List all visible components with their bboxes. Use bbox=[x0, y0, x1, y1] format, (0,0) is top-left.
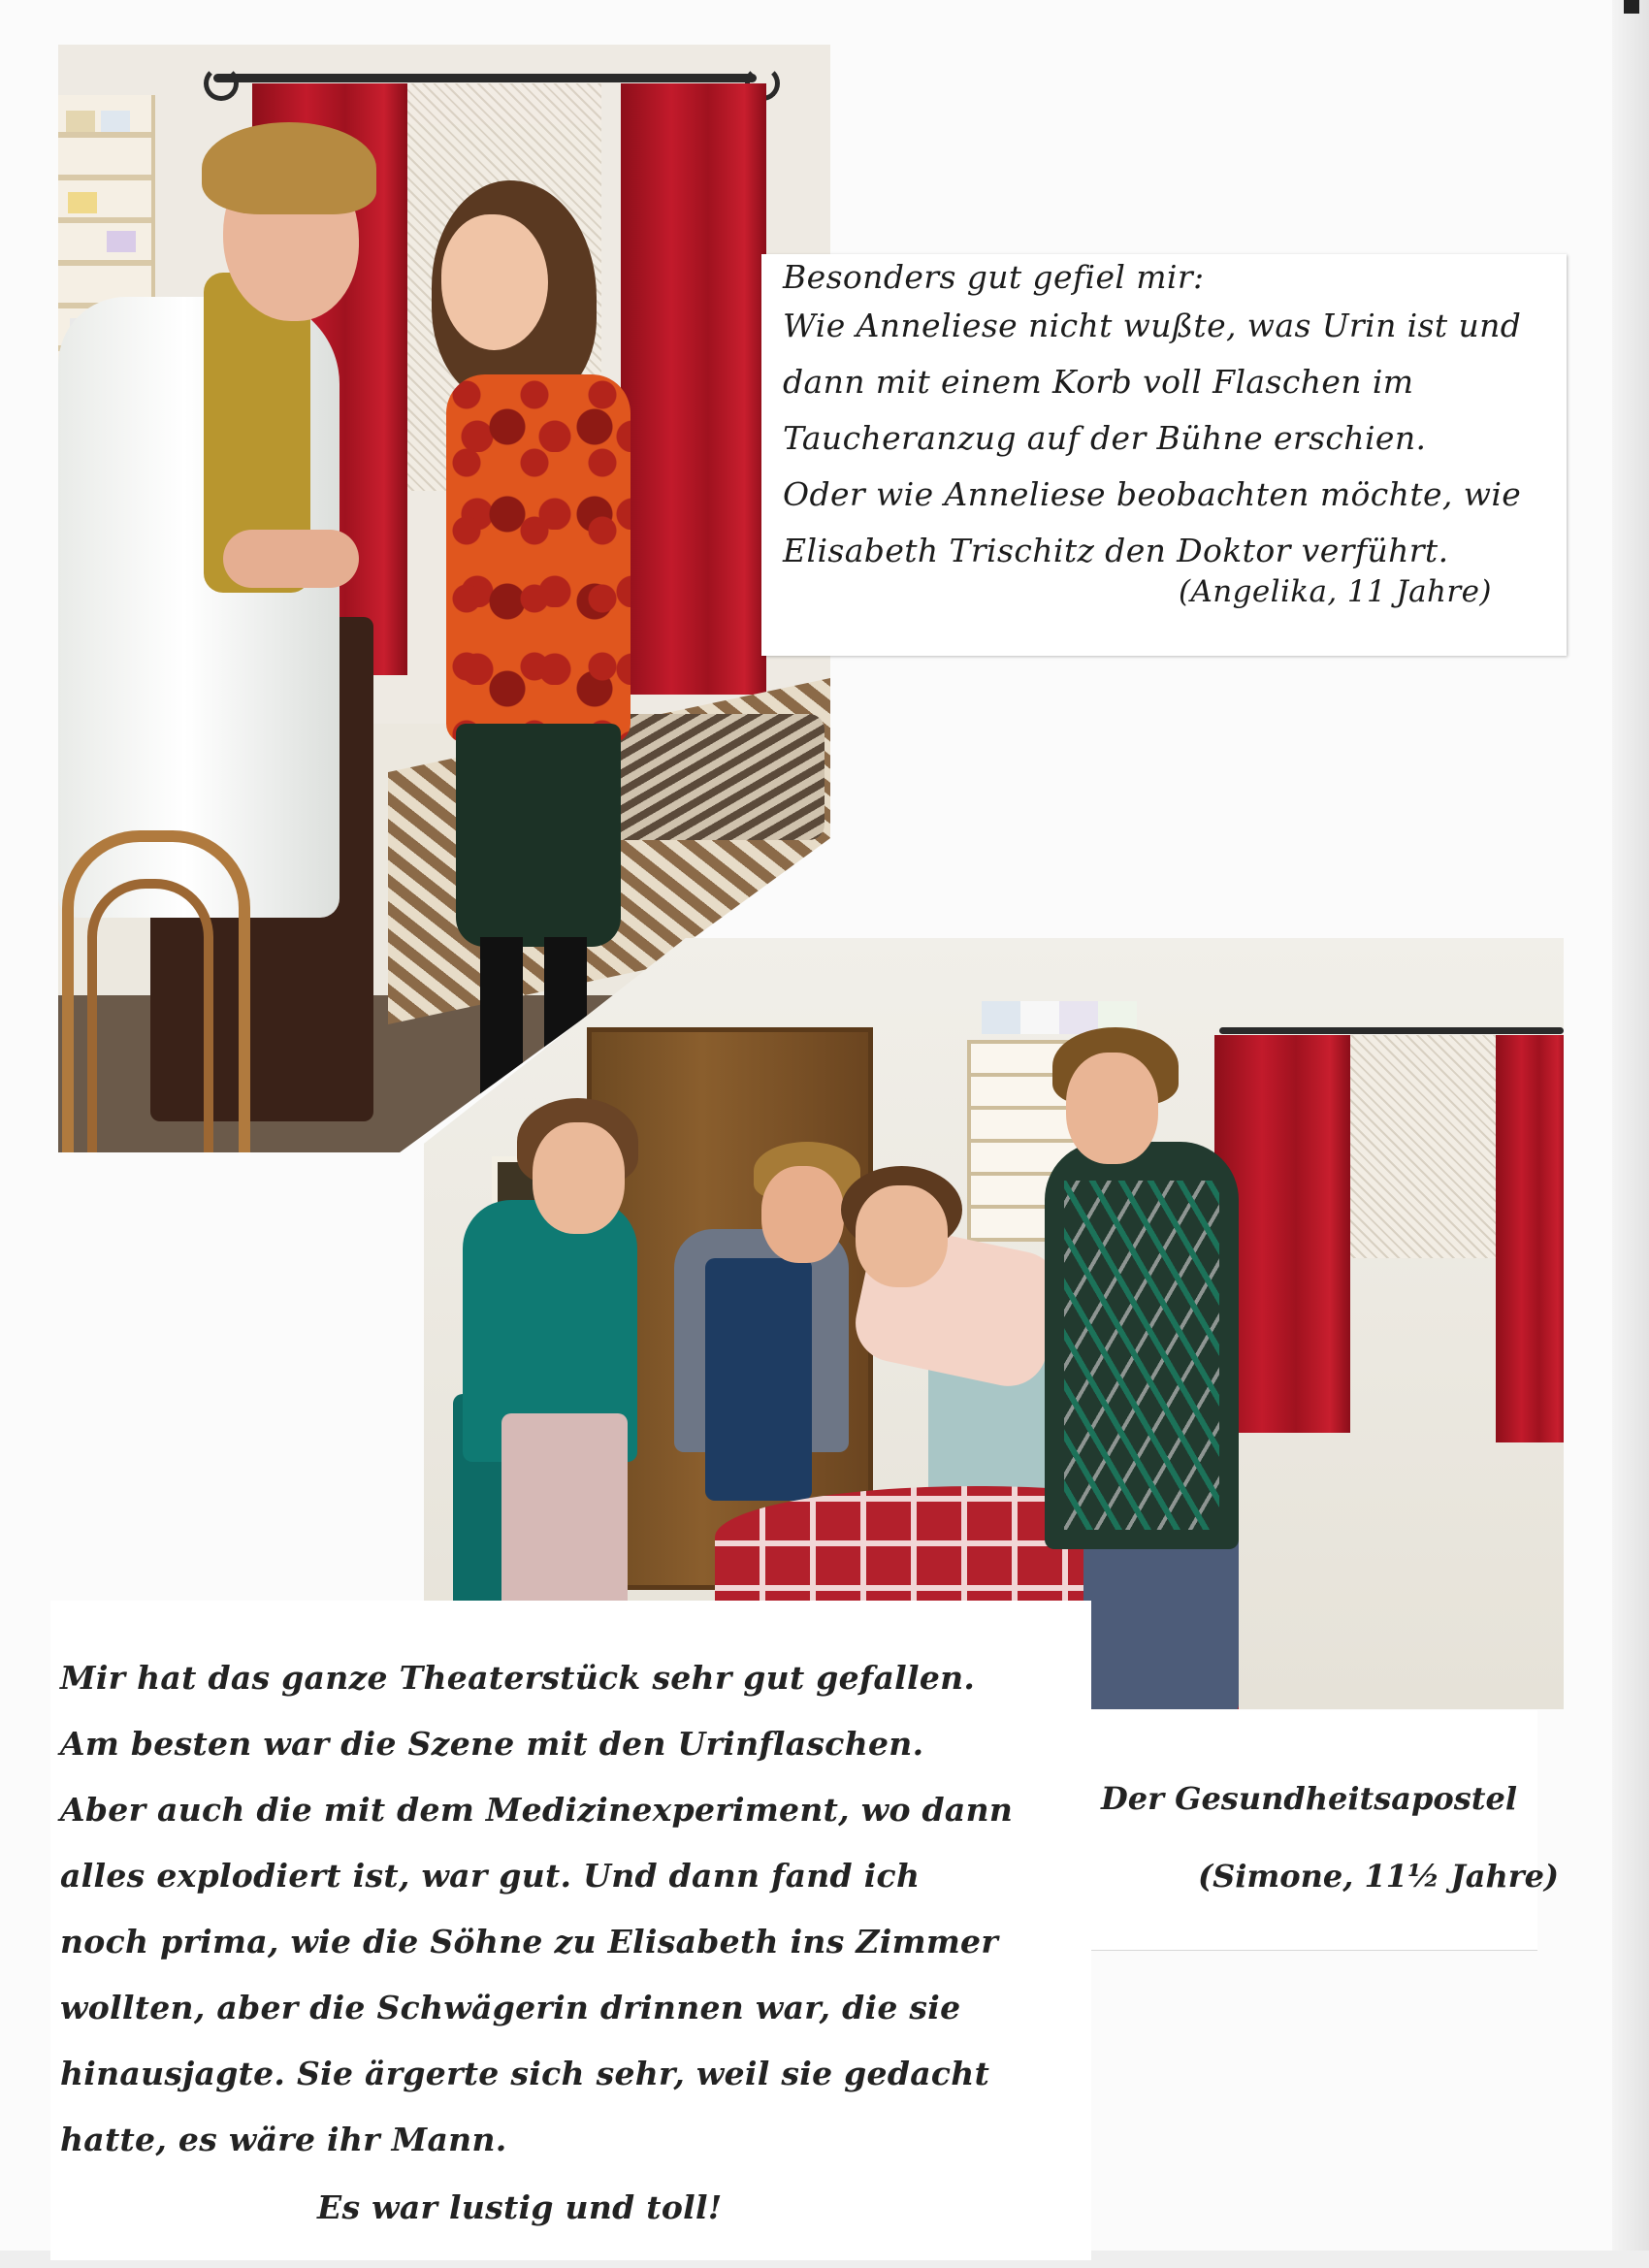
photo1-bentwood-chair-back bbox=[87, 879, 213, 1152]
photo2-girl-face bbox=[856, 1185, 948, 1287]
note-signature: (Simone, 11½ Jahre) bbox=[1198, 1858, 1560, 1895]
photo2-young-man-face bbox=[1066, 1053, 1158, 1164]
photo2-man-face bbox=[761, 1166, 844, 1263]
handwritten-note-simone-text bbox=[50, 1601, 1091, 2260]
note-signature: (Angelika, 11 Jahre) bbox=[1179, 574, 1492, 609]
note-line: Am besten war die Szene mit den Urinflaschen. bbox=[60, 1725, 924, 1763]
photo2-woman-face bbox=[533, 1122, 625, 1234]
note-line: Wie Anneliese nicht wußte, was Urin ist und bbox=[783, 307, 1522, 344]
photo1-woman-floral-blouse bbox=[446, 374, 630, 743]
note-line: Mir hat das ganze Theaterstück sehr gut gefallen. bbox=[60, 1659, 976, 1697]
handwritten-note-simone-title bbox=[1091, 1710, 1560, 1951]
note-line: noch prima, wie die Söhne zu Elisabeth ins Zimmer bbox=[60, 1923, 999, 1960]
photo-table-scene bbox=[424, 938, 1564, 1709]
photo1-curtain-rod bbox=[213, 74, 757, 82]
note-title: Der Gesundheitsapostel bbox=[1101, 1780, 1518, 1817]
note-line: alles explodiert ist, war gut. Und dann fand ich bbox=[60, 1857, 921, 1895]
photo2-curtain-rod bbox=[1219, 1027, 1564, 1034]
note-line: Oder wie Anneliese beobachten möchte, wie bbox=[783, 475, 1522, 513]
photo2-man-overalls bbox=[705, 1258, 812, 1501]
photo1-rod-hook bbox=[204, 66, 239, 101]
note-line: Aber auch die mit dem Medizinexperiment, wo dann bbox=[60, 1791, 1014, 1829]
photo1-red-curtain-right bbox=[621, 83, 766, 695]
note-line: hatte, es wäre ihr Mann. bbox=[60, 2121, 507, 2158]
note-line: Elisabeth Trischitz den Doktor verführt. bbox=[783, 532, 1449, 569]
photo1-blanket bbox=[601, 714, 824, 840]
scan-page-edge bbox=[1612, 0, 1649, 2268]
photo2-red-curtain-right bbox=[1496, 1035, 1564, 1442]
photo2-sweater-pattern bbox=[1064, 1181, 1219, 1530]
photo1-man-hands bbox=[223, 530, 359, 588]
note-line: Taucheranzug auf der Bühne erschien. bbox=[783, 419, 1427, 457]
photo2-young-man-jeans bbox=[1083, 1530, 1239, 1709]
note-line: hinausjagte. Sie ärgerte sich sehr, weil sie gedacht bbox=[60, 2055, 990, 2092]
photo1-woman-face bbox=[441, 214, 548, 350]
handwritten-note-angelika bbox=[761, 254, 1567, 656]
photo1-man-hair bbox=[202, 122, 376, 214]
note-line: Besonders gut gefiel mir: bbox=[783, 258, 1205, 296]
note-line: wollten, aber die Schwägerin drinnen war, die sie bbox=[60, 1989, 961, 2026]
photo1-woman-skirt bbox=[456, 724, 621, 947]
note-line: dann mit einem Korb voll Flaschen im bbox=[783, 363, 1414, 401]
scan-corner-mark bbox=[1624, 0, 1639, 14]
note-closing-line: Es war lustig und toll! bbox=[317, 2188, 723, 2226]
